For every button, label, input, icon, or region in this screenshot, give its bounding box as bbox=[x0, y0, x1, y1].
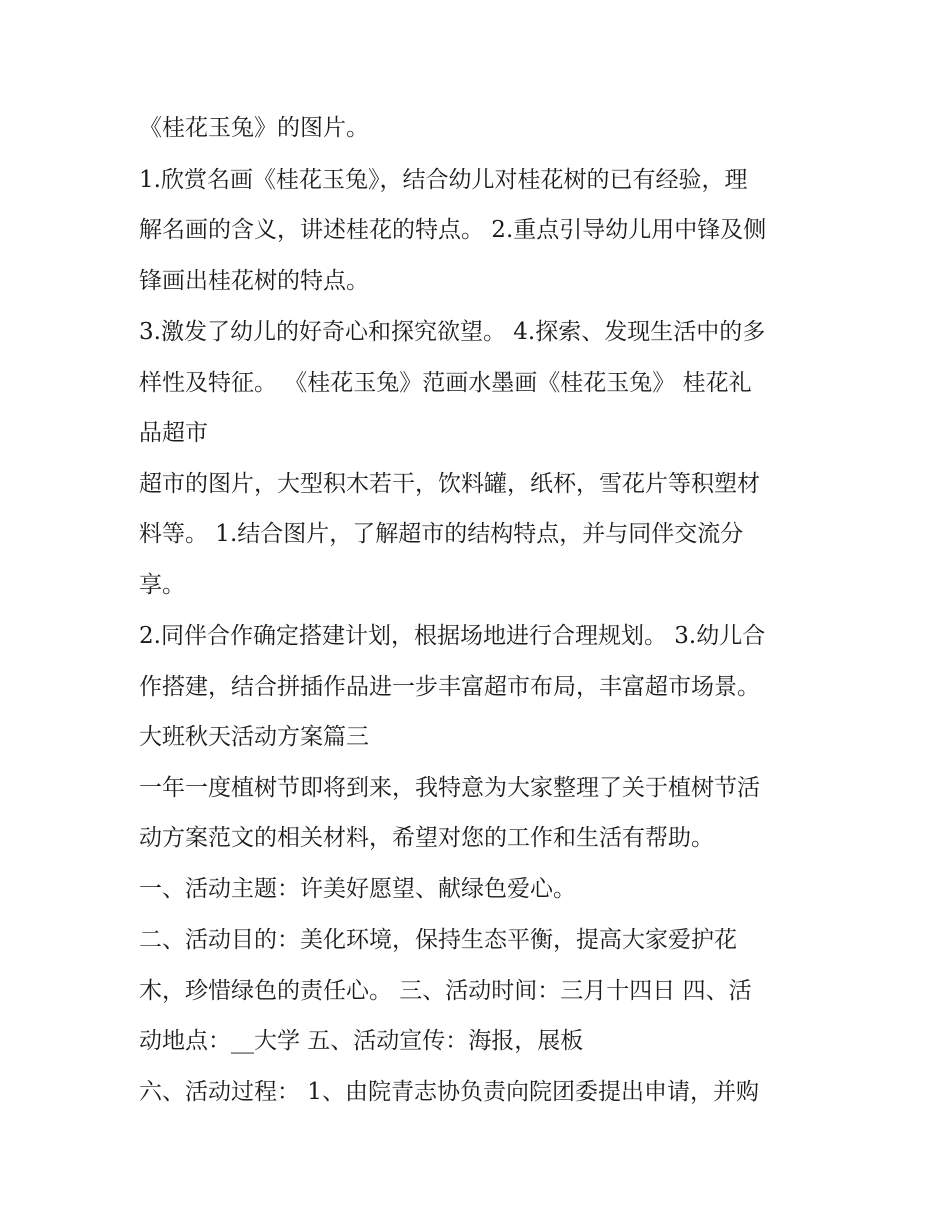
text-line: 样性及特征。 《桂花玉兔》范画水墨画《桂花玉兔》 桂花礼 bbox=[139, 370, 752, 396]
text-line: 木，珍惜绿色的责任心。 三、活动时间：三月十四日 四、活 bbox=[139, 978, 752, 1004]
text-line: 2.同伴合作确定搭建计划，根据场地进行合理规划。 3.幼儿合 bbox=[139, 623, 766, 649]
text-line: 享。 bbox=[139, 572, 185, 598]
text-line: 解名画的含义，讲述桂花的特点。 2.重点引导幼儿用中锋及侧 bbox=[139, 217, 767, 243]
text-line: 二、活动目的：美化环境，保持生态平衡，提高大家爱护花 bbox=[139, 927, 737, 953]
text-line: 料等。 1.结合图片，了解超市的结构特点，并与同伴交流分 bbox=[139, 521, 744, 547]
text-line: 作搭建，结合拼插作品进一步丰富超市布局，丰富超市场景。 bbox=[139, 674, 760, 700]
text-line: 一年一度植树节即将到来，我特意为大家整理了关于植树节活 bbox=[139, 775, 760, 801]
text-line: 1.欣赏名画《桂花玉兔》，结合幼儿对桂花树的已有经验，理 bbox=[139, 167, 748, 193]
text-line: 锋画出桂花树的特点。 bbox=[139, 268, 369, 294]
text-line: 《桂花玉兔》的图片。 bbox=[139, 115, 369, 141]
text-line: 3.激发了幼儿的好奇心和探究欲望。 4.探索、发现生活中的多 bbox=[139, 319, 766, 345]
text-line: 动地点：__大学 五、活动宣传：海报，展板 bbox=[139, 1028, 584, 1054]
text-line: 超市的图片，大型积木若干，饮料罐，纸杯，雪花片等积塑材 bbox=[139, 471, 760, 497]
text-line: 六、活动过程： 1、由院青志协负责向院团委提出申请，并购 bbox=[139, 1079, 759, 1105]
text-line: 品超市 bbox=[139, 420, 208, 446]
section-heading: 大班秋天活动方案篇三 bbox=[139, 724, 369, 750]
text-line: 一、活动主题：许美好愿望、献绿色爱心。 bbox=[139, 876, 576, 902]
text-line: 动方案范文的相关材料，希望对您的工作和生活有帮助。 bbox=[139, 825, 714, 851]
